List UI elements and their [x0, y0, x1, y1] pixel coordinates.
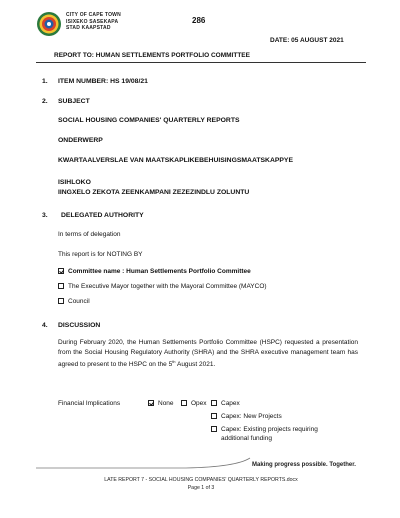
- checkbox-icon[interactable]: [211, 400, 217, 406]
- checkbox-icon[interactable]: [58, 283, 64, 289]
- option-capex-existing[interactable]: Capex: Existing projects requiring: [211, 426, 318, 433]
- checkbox-icon[interactable]: [181, 400, 187, 406]
- city-logo: [36, 10, 156, 40]
- logo-text: CITY OF CAPE TOWN ISIXEKO SASEKAPA STAD KAAPSTAD: [66, 12, 121, 31]
- checkbox-checked-icon[interactable]: [148, 400, 154, 406]
- footer-filename: LATE REPORT 7 - SOCIAL HOUSING COMPANIES' QUARTERLY REPORTS.docx: [104, 477, 298, 483]
- option-mayco[interactable]: The Executive Mayor together with the Mayoral Committee (MAYCO): [58, 282, 267, 292]
- isihloko-label: ISIHLOKO: [58, 179, 91, 186]
- option-capex[interactable]: Capex: [211, 400, 240, 407]
- report-date: DATE: 05 AUGUST 2021: [270, 37, 344, 44]
- capex-existing-continued: additional funding: [221, 435, 272, 442]
- onderwerp-label: ONDERWERP: [58, 137, 103, 144]
- checkbox-icon[interactable]: [211, 413, 217, 419]
- noting-text: This report is for NOTING BY: [58, 251, 143, 258]
- option-none[interactable]: None: [148, 400, 174, 407]
- option-capex-new[interactable]: Capex: New Projects: [211, 413, 282, 420]
- footer-page-number: Page 1 of 3: [187, 485, 215, 491]
- option-opex[interactable]: Opex: [181, 400, 207, 407]
- header-divider: [36, 62, 366, 63]
- subject-english: SOCIAL HOUSING COMPANIES' QUARTERLY REPORTS: [58, 117, 240, 124]
- in-terms-text: In terms of delegation: [58, 231, 121, 238]
- checkbox-icon[interactable]: [211, 426, 217, 432]
- discussion-paragraph: During February 2020, the Human Settlements Portfolio Committee (HSPC) requested a presentation from the Social Housing Regulatory Authority (SHRA) and the SHRA executive management team has agreed to present to the HSPC on the 5th August 2021.: [58, 339, 358, 369]
- city-emblem-icon: [36, 11, 62, 37]
- subject-xhosa: IINGXELO ZEKOTA ZEENKAMPANI ZEZEZINDLU ZOLUNTU: [58, 189, 250, 196]
- page-number: 286: [192, 16, 206, 25]
- option-committee[interactable]: Committee name : Human Settlements Portfolio Committee: [58, 267, 251, 277]
- option-council[interactable]: Council: [58, 297, 90, 307]
- subject-afrikaans: KWARTAALVERSLAE VAN MAATSKAPLIKEBEHUISINGSMAATSKAPPYE: [58, 157, 294, 164]
- report-to: REPORT TO: HUMAN SETTLEMENTS PORTFOLIO COMMITTEE: [54, 52, 250, 59]
- financial-implications-label: Financial Implications: [58, 400, 121, 407]
- checkbox-checked-icon[interactable]: [58, 268, 64, 274]
- footer-slogan: Making progress possible. Together.: [252, 462, 356, 468]
- checkbox-icon[interactable]: [58, 298, 64, 304]
